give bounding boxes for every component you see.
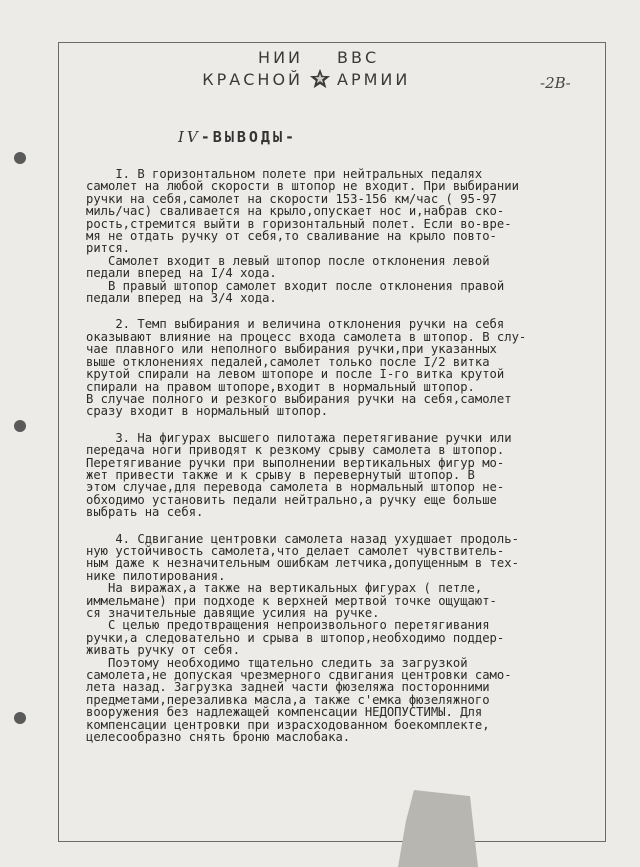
text-line: рость,стремится выйти в горизонтальный полет. Если во-вре- — [86, 216, 512, 231]
text-line: обходимо установить педали нейтрально,а ручку еще больше — [86, 492, 497, 507]
red-army-star-icon — [303, 68, 337, 90]
paragraph-gap — [86, 519, 598, 533]
text-line: Поэтому необходимо тщательно следить за загрузкой — [86, 655, 468, 670]
letterhead-armii: АРМИИ — [337, 69, 411, 89]
text-line: вооружения без надлежащей компенсации НЕДОПУСТИМЫ. Для — [86, 705, 483, 720]
text-line: 2. Темп выбирания и величина отклонения ручки на себя — [86, 317, 505, 332]
text-line: В правый штопор самолет входит после отклонения правой — [86, 278, 505, 293]
text-line: 3. На фигурах высшего пилотажа перетягивание ручки или — [86, 430, 512, 445]
text-line: выше отклонениях педалей,самолет только после I/2 витка — [86, 354, 490, 369]
page-number: -2В- — [540, 74, 571, 92]
text-line: самолет на любой скорости в штопор не входит. При выбирании — [86, 179, 519, 194]
text-line: Самолет входит в левый штопор после отклонения левой — [86, 253, 490, 268]
text-line: 4. Сдвигание центровки самолета назад ухудшает продоль- — [86, 531, 519, 546]
text-line: миль/час) сваливается на крыло,опускает нос и,набрав ско- — [86, 204, 505, 219]
text-line: оказывают влияние на процесс входа самолета в штопор. В слу- — [86, 329, 527, 344]
text-line: Перетягивание ручки при выполнении вертикальных фигур мо- — [86, 455, 505, 470]
conclusions-body — [86, 168, 598, 743]
text-line: I. В горизонтальном полете при нейтральных педалях — [86, 167, 483, 181]
text-line: выбрать на себя. — [86, 505, 204, 520]
text-line: передача ноги приводят к резкому срыву самолета в штопор. — [86, 443, 505, 458]
text-line: спирали на правом штопоре,входит в нормальный штопор. — [86, 379, 475, 394]
text-line: педали вперед на I/4 хода. — [86, 266, 277, 281]
section-heading — [178, 128, 297, 146]
text-line: С целью предотвращения непроизвольного перетягивания — [86, 618, 490, 633]
section-title: -ВЫВОДЫ- — [200, 128, 298, 146]
text-line: лета назад. Загрузка задней части фюзеляжа посторонними — [86, 680, 490, 695]
text-line: В случае полного и резкого выбирания ручки на себя,самолет — [86, 391, 512, 406]
text-line: целесообразно снять броню маслобака. — [86, 730, 351, 745]
letterhead-nii: НИИ — [258, 47, 303, 67]
text-line: мя не отдать ручку от себя,то сваливание на крыло повто- — [86, 229, 497, 244]
text-line: крутой спирали на левом штопоре и после I-го витка крутой — [86, 367, 505, 382]
text-line: ным даже к незначительным ошибкам летчика,допущенным в тех- — [86, 556, 519, 571]
text-line: предметами,перезаливка масла,а также с'емка фюзеляжного — [86, 692, 490, 707]
text-line: ную устойчивость самолета,что делает самолет чувствитель- — [86, 543, 505, 558]
text-line: рится. — [86, 241, 131, 256]
text-line: чае плавного или неполного выбирания ручки,при указанных — [86, 342, 497, 357]
text-line: иммельмане) при подходе к верхней мертвой точке ощущают- — [86, 593, 497, 608]
text-line: живать ручку от себя. — [86, 643, 241, 658]
text-line: жет привести также и к срыву в перевернутый штопор. В — [86, 467, 475, 482]
text-line: ся значительные давящие усилия на ручке. — [86, 606, 380, 620]
paragraph-gap — [86, 418, 598, 432]
paragraph-gap — [86, 304, 598, 318]
section-roman-numeral: IV — [178, 128, 201, 146]
text-line: ручки,а следовательно и срыва в штопор,необходимо поддер- — [86, 630, 505, 645]
text-line: ручки на себя,самолет на скорости 153-156 км/час ( 95-97 — [86, 191, 497, 206]
text-line: На виражах,а также на вертикальных фигурах ( петле, — [86, 581, 483, 596]
text-line: сразу входит в нормальный штопор. — [86, 404, 329, 419]
text-line: нике пилотирования. — [86, 568, 226, 583]
letterhead-vvs: ВВС — [337, 47, 380, 67]
text-line: педали вперед на 3/4 хода. — [86, 291, 277, 306]
text-line: компенсации центровки при израсходованном боекомплекте, — [86, 717, 490, 732]
text-line: этом случае,для перевода самолета в нормальный штопор не- — [86, 480, 505, 495]
letterhead-krasnoi: КРАСНОЙ — [202, 69, 303, 89]
text-line: самолета,не допуская чрезмерного сдвигания центровки само- — [86, 668, 512, 683]
